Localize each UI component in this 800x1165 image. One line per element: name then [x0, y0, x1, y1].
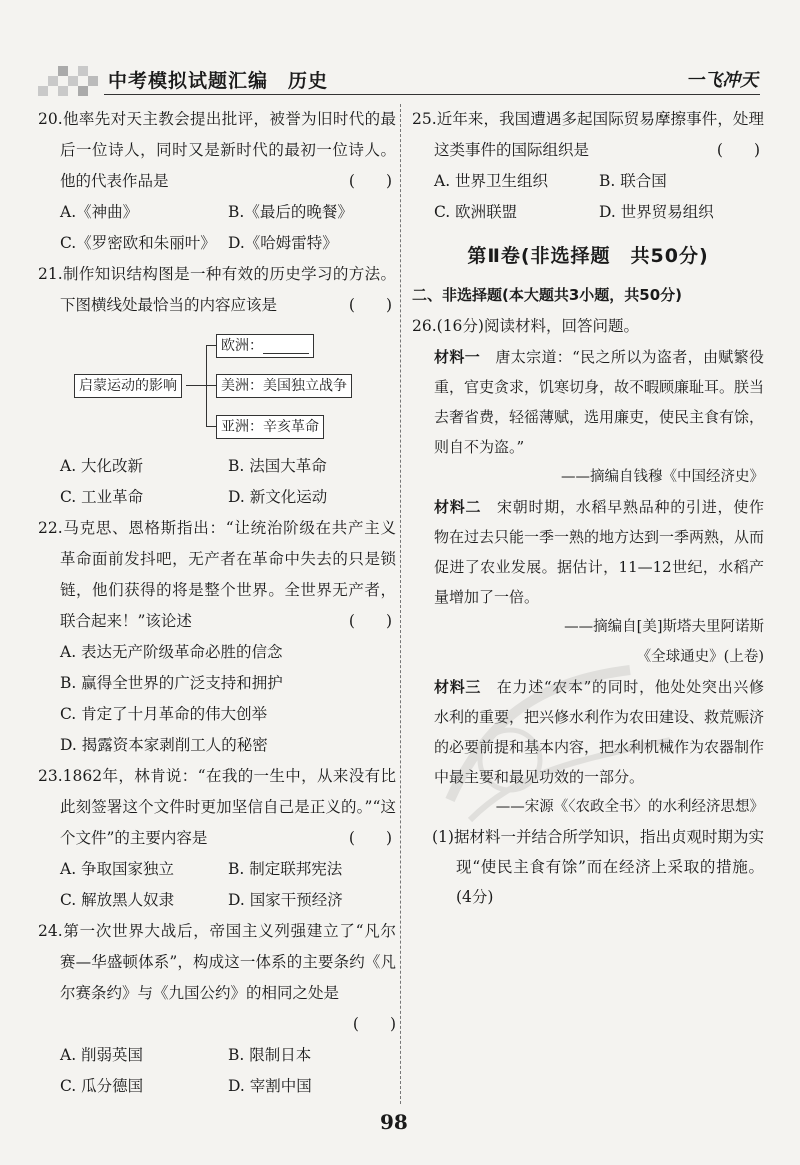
option-c: C. 欧洲联盟	[434, 203, 518, 221]
option-b: B. 联合国	[599, 172, 667, 190]
question-22	[38, 513, 396, 761]
option-c: C. 解放黑人奴隶	[60, 891, 175, 909]
question-text: 25.近年来，我国遭遇多起国际贸易摩擦事件，处理这类事件的国际组织是 ( )	[412, 110, 764, 159]
option-c: C. 肯定了十月革命的伟大创举	[60, 705, 268, 723]
header-decoration	[38, 60, 98, 96]
option-a: A. 削弱英国	[60, 1046, 144, 1064]
question-text: 20.他率先对天主教会提出批评，被誉为旧时代的最后一位诗人，同时又是新时代的最初一位诗人。他的代表作品是 ( )	[38, 110, 396, 190]
brand-logo: 一飞冲天	[686, 70, 758, 91]
page-number: 98	[380, 1110, 408, 1134]
diagram-branch-europe: 欧洲：	[216, 334, 314, 358]
option-d: D. 国家干预经济	[228, 891, 343, 909]
option-b: B. 限制日本	[228, 1046, 312, 1064]
material-label: 材料一	[434, 348, 481, 366]
option-b: B. 制定联邦宪法	[228, 860, 343, 878]
option-b: B.《最后的晚餐》	[228, 203, 353, 221]
option-a: A.《神曲》	[60, 203, 139, 221]
option-c: C.《罗密欧和朱丽叶》	[60, 234, 216, 252]
question-text: 21.制作知识结构图是一种有效的历史学习的方法。下图横线处最恰当的内容应该是 ( )	[38, 265, 396, 314]
option-d: D. 世界贸易组织	[599, 203, 714, 221]
option-c: C. 工业革命	[60, 488, 144, 506]
knowledge-structure-diagram	[38, 323, 396, 447]
option-d: D. 新文化运动	[228, 488, 328, 506]
option-d: D. 揭露资本家剥削工人的秘密	[60, 736, 268, 754]
option-c: C. 瓜分德国	[60, 1077, 144, 1095]
material-3-source: ——宋源《〈农政全书〉的水利经济思想》	[495, 799, 764, 815]
option-a: A. 大化改新	[60, 457, 144, 475]
left-column	[38, 104, 396, 1102]
question-25	[412, 104, 764, 228]
answer-paren: ( )	[352, 1015, 396, 1033]
question-23	[38, 761, 396, 916]
option-b: B. 法国大革命	[228, 457, 327, 475]
material-label: 材料二	[434, 498, 482, 516]
diagram-branch-america: 美洲：美国独立战争	[216, 374, 352, 398]
book-title: 中考模拟试题汇编 历史	[108, 70, 329, 92]
question-intro: 26.(16分)阅读材料，回答问题。	[412, 317, 639, 335]
material-2-source-line2: 《全球通史》(上卷)	[636, 649, 764, 665]
question-21	[38, 259, 396, 513]
option-d: D. 宰割中国	[228, 1077, 312, 1095]
question-text: 24.第一次世界大战后，帝国主义列强建立了“凡尔赛—华盛顿体系”，构成这一体系的主要条约《凡尔赛条约》与《九国公约》的相同之处是	[38, 922, 396, 1002]
question-text: 23.1862年，林肯说：“在我的一生中，从来没有比此刻签署这个文件时更加坚信自己是正义的。”“这个文件”的主要内容是 ( )	[38, 767, 396, 847]
question-24	[38, 916, 396, 1102]
answer-blank	[263, 339, 309, 354]
option-a: A. 表达无产阶级革命必胜的信念	[60, 643, 283, 661]
material-2-source-line1: ——摘编自[美]斯塔夫里阿诺斯	[564, 619, 764, 635]
header-rule	[104, 94, 760, 95]
material-3: 材料三 在力述“农本”的同时，他处处突出兴修水利的重要，把兴修水利作为农田建设、救荒赈济的必要前提和基本内容，把水利机械作为农器制作中最主要和最见功效的一部分。	[434, 678, 765, 786]
watermark-logo	[430, 650, 690, 850]
material-2: 材料二 宋朝时期，水稻早熟品种的引进，使作物在过去只能一季一熟的地方达到一季两熟，从而促进了农业发展。据估计，11—12世纪，水稻产量增加了一倍。	[434, 498, 765, 606]
question-20	[38, 104, 396, 259]
option-b: B. 赢得全世界的广泛支持和拥护	[60, 674, 283, 692]
page-header	[0, 0, 800, 100]
question-text: 22.马克思、恩格斯指出：“让统治阶级在共产主义革命面前发抖吧，无产者在革命中失去的只是锁链，他们获得的将是整个世界。全世界无产者，联合起来！”该论述 ( )	[38, 519, 396, 630]
diagram-root: 启蒙运动的影响	[74, 374, 182, 398]
sub-question-1: (1)据材料一并结合所学知识，指出贞观时期为实现“使民主食有馀”而在经济上采取的措施。(4分)	[432, 828, 764, 906]
diagram-branch-asia: 亚洲：辛亥革命	[216, 415, 324, 439]
section-title: 第Ⅱ卷(非选择题 共50分)	[467, 245, 709, 267]
column-divider	[400, 104, 401, 1104]
section-subtitle: 二、非选择题(本大题共3小题，共50分)	[412, 286, 683, 304]
option-a: A. 世界卫生组织	[434, 172, 549, 190]
material-1: 材料一 唐太宗道：“民之所以为盗者，由赋繁役重，官吏贪求，饥寒切身，故不暇顾廉耻耳。朕当去奢省费，轻徭薄赋，选用廉吏，使民主食有馀，则自不为盗。”	[434, 348, 765, 456]
option-d: D.《哈姆雷特》	[228, 234, 338, 252]
material-label: 材料三	[434, 678, 482, 696]
option-a: A. 争取国家独立	[60, 860, 175, 878]
material-1-source: ——摘编自钱穆《中国经济史》	[561, 469, 764, 485]
